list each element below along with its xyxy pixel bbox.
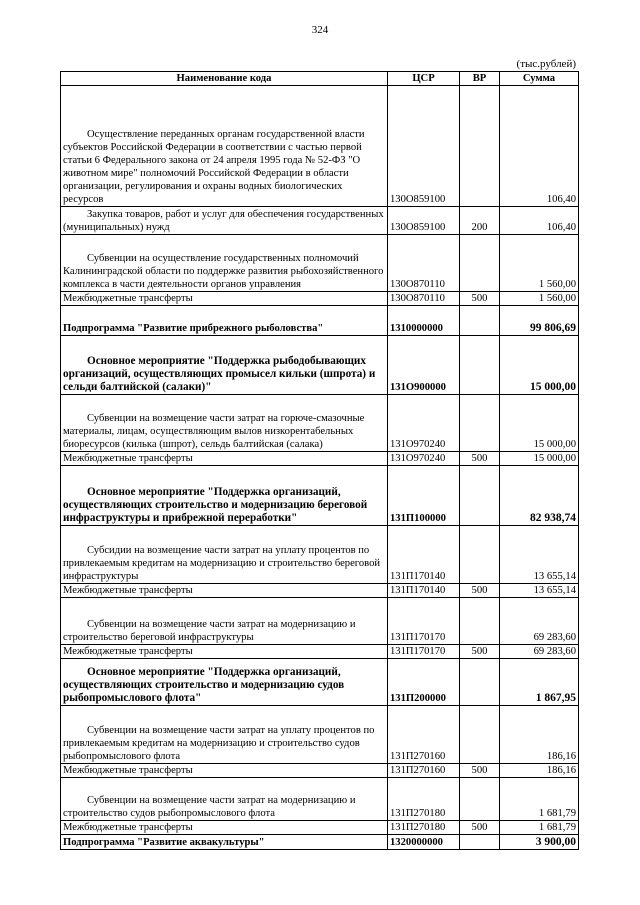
- row-sum: 15 000,00: [500, 395, 579, 452]
- table-row: [61, 778, 579, 821]
- row-csr: 131О900000: [388, 336, 460, 395]
- row-name: Субвенции на возмещение части затрат на горюче-смазочные материалы, лицам, осуществляющим вылов низкорентабельных биоресурсов (килька (шпрот), сельдь балтийская (салака): [61, 395, 388, 452]
- row-vr: [460, 235, 500, 292]
- row-vr: 200: [460, 207, 500, 235]
- budget-table: [60, 71, 579, 850]
- row-sum: 15 000,00: [500, 452, 579, 466]
- table-row: [61, 235, 579, 292]
- row-sum: 1 560,00: [500, 235, 579, 292]
- table-row: [61, 395, 579, 452]
- table-row: [61, 598, 579, 645]
- row-sum: 13 655,14: [500, 526, 579, 584]
- table-row: [61, 764, 579, 778]
- row-csr: 131П170140: [388, 584, 460, 598]
- row-name: Осуществление переданных органам государственной власти субъектов Российской Федерации в соответствии с частью первой статьи 6 Федерального закона от 24 апреля 1995 года № 52-ФЗ "О животном мире" полномочий Российской Федерации в области организации, регулирования и охраны водных биологических ресурсов: [61, 86, 388, 207]
- row-sum: 99 806,69: [500, 306, 579, 336]
- row-csr: 130О870110: [388, 292, 460, 306]
- row-name: Субвенции на осуществление государственных полномочий Калининградской области по поддержке развития рыбохозяйственного комплекса в части деятельности органов управления: [61, 235, 388, 292]
- row-vr: [460, 598, 500, 645]
- header-name: Наименование кода: [61, 72, 388, 86]
- page-number: 324: [311, 24, 329, 36]
- row-sum: 106,40: [500, 207, 579, 235]
- row-vr: [460, 395, 500, 452]
- row-csr: 131П170140: [388, 526, 460, 584]
- row-vr: 500: [460, 645, 500, 659]
- row-name: Межбюджетные трансферты: [61, 645, 388, 659]
- table-row: [61, 306, 579, 336]
- table-row: [61, 659, 579, 706]
- row-name: Межбюджетные трансферты: [61, 292, 388, 306]
- row-csr: 131О970240: [388, 395, 460, 452]
- row-sum: 1 867,95: [500, 659, 579, 706]
- row-csr: 131П270180: [388, 778, 460, 821]
- row-name: Основное мероприятие "Поддержка рыбодобывающих организаций, осуществляющих промысел кильки (шпрота) и сельди балтийской (салаки)": [61, 336, 388, 395]
- row-name: Основное мероприятие "Поддержка организаций, осуществляющих строительство и модернизацию судов рыбопромыслового флота": [61, 659, 388, 706]
- row-vr: [460, 466, 500, 526]
- table-row: [61, 645, 579, 659]
- row-vr: 500: [460, 292, 500, 306]
- row-name: Субсидии на возмещение части затрат на уплату процентов по привлекаемым кредитам на модернизацию и строительство береговой инфраструктуры: [61, 526, 388, 584]
- table-row: [61, 292, 579, 306]
- row-csr: 130О859100: [388, 207, 460, 235]
- row-sum: 1 681,79: [500, 821, 579, 835]
- row-csr: 130О870110: [388, 235, 460, 292]
- row-sum: 15 000,00: [500, 336, 579, 395]
- row-vr: [460, 86, 500, 207]
- row-vr: [460, 306, 500, 336]
- row-vr: [460, 706, 500, 764]
- row-name: Межбюджетные трансферты: [61, 584, 388, 598]
- table-row: [61, 452, 579, 466]
- row-name: Закупка товаров, работ и услуг для обеспечения государственных (муниципальных) нужд: [61, 207, 388, 235]
- row-csr: 131П200000: [388, 659, 460, 706]
- row-csr: 131П270160: [388, 706, 460, 764]
- table-row: [61, 336, 579, 395]
- row-csr: 131П170170: [388, 598, 460, 645]
- row-name: Подпрограмма "Развитие прибрежного рыболовства": [61, 306, 388, 336]
- row-csr: 131П270160: [388, 764, 460, 778]
- row-csr: 1320000000: [388, 835, 460, 850]
- row-vr: [460, 526, 500, 584]
- table-row: [61, 86, 579, 207]
- row-name: Субвенции на возмещение части затрат на модернизацию и строительство судов рыбопромыслового флота: [61, 778, 388, 821]
- table-row: [61, 466, 579, 526]
- row-sum: 3 900,00: [500, 835, 579, 850]
- row-name: Основное мероприятие "Поддержка организаций, осуществляющих строительство и модернизацию береговой инфраструктуры и прибрежной переработки": [61, 466, 388, 526]
- row-sum: 69 283,60: [500, 598, 579, 645]
- table-row: [61, 835, 579, 850]
- table-row: [61, 821, 579, 835]
- table-row: [61, 706, 579, 764]
- table-row: [61, 207, 579, 235]
- row-vr: [460, 835, 500, 850]
- row-sum: 1 560,00: [500, 292, 579, 306]
- row-name: Межбюджетные трансферты: [61, 821, 388, 835]
- header-sum: Сумма: [500, 72, 579, 86]
- row-name: Субвенции на возмещение части затрат на уплату процентов по привлекаемым кредитам на модернизацию и строительство судов рыбопромыслового флота: [61, 706, 388, 764]
- table-row: [61, 584, 579, 598]
- row-sum: 1 681,79: [500, 778, 579, 821]
- row-vr: [460, 778, 500, 821]
- row-sum: 186,16: [500, 764, 579, 778]
- units-label: (тыс.рублей): [516, 58, 576, 70]
- row-sum: 13 655,14: [500, 584, 579, 598]
- row-sum: 186,16: [500, 706, 579, 764]
- row-sum: 106,40: [500, 86, 579, 207]
- row-vr: [460, 659, 500, 706]
- row-csr: 131О970240: [388, 452, 460, 466]
- row-name: Субвенции на возмещение части затрат на модернизацию и строительство береговой инфраструктуры: [61, 598, 388, 645]
- table-header-row: [61, 72, 579, 86]
- row-vr: 500: [460, 584, 500, 598]
- row-csr: 1310000000: [388, 306, 460, 336]
- row-name: Подпрограмма "Развитие аквакультуры": [61, 835, 388, 850]
- row-vr: 500: [460, 821, 500, 835]
- row-vr: 500: [460, 452, 500, 466]
- row-sum: 82 938,74: [500, 466, 579, 526]
- header-vr: ВР: [460, 72, 500, 86]
- row-csr: 131П170170: [388, 645, 460, 659]
- row-csr: 131П270180: [388, 821, 460, 835]
- row-csr: 131П100000: [388, 466, 460, 526]
- row-name: Межбюджетные трансферты: [61, 764, 388, 778]
- header-csr: ЦСР: [388, 72, 460, 86]
- row-vr: [460, 336, 500, 395]
- row-sum: 69 283,60: [500, 645, 579, 659]
- row-vr: 500: [460, 764, 500, 778]
- table-row: [61, 526, 579, 584]
- row-csr: 130О859100: [388, 86, 460, 207]
- row-name: Межбюджетные трансферты: [61, 452, 388, 466]
